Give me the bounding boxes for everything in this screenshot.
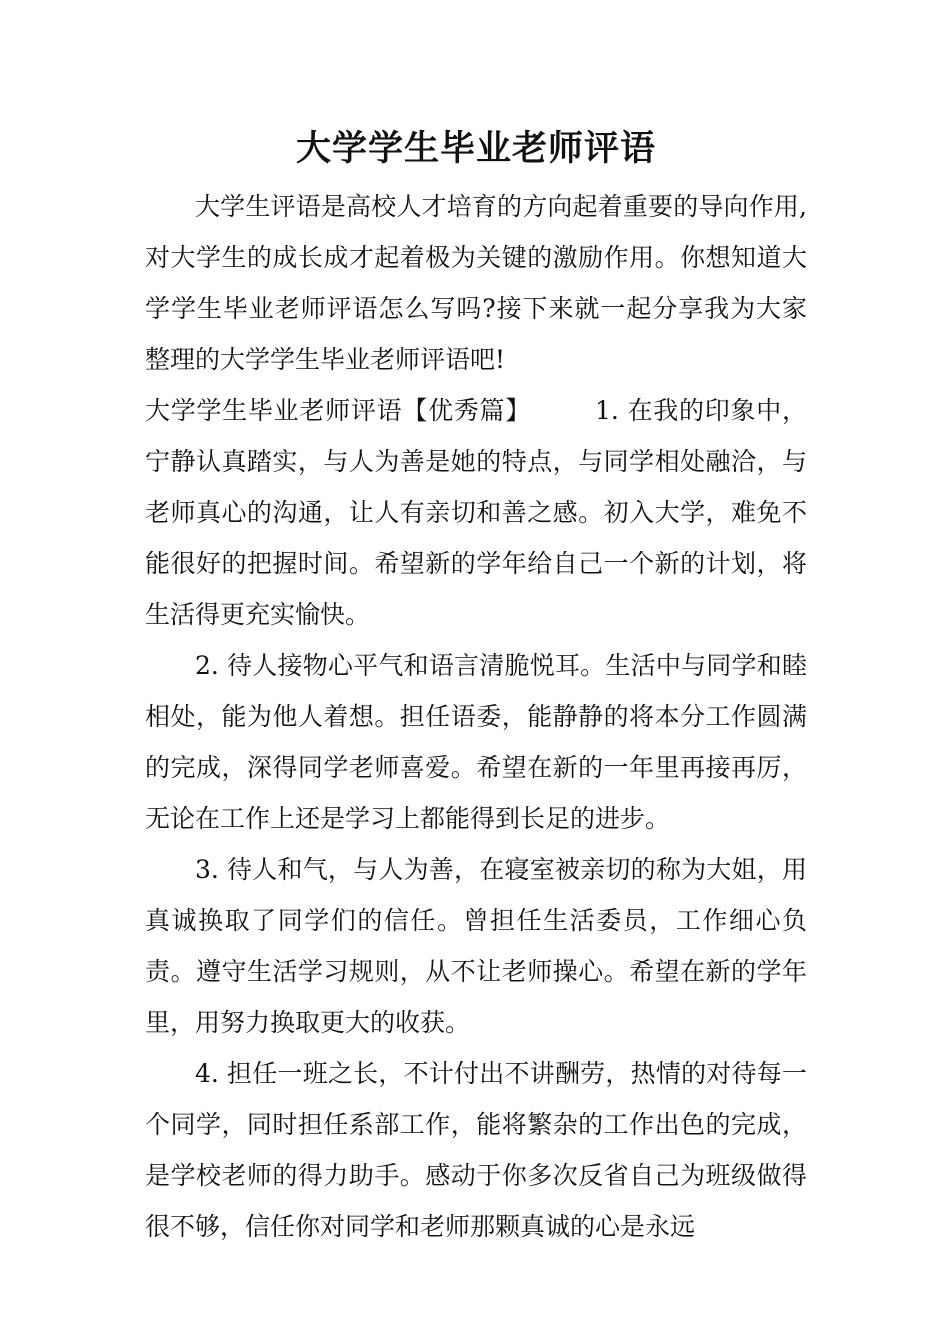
list-item: 1. 在我的印象中，宁静认真踏实，与人为善是她的特点，与同学相处融洽，与老师真心的沟通，让人有亲切和善之感。初入大学，难免不能很好的把握时间。希望新的学年给自己一个新的计划，将生活得更充实愉快。: [145, 396, 807, 629]
document-title: 大学学生毕业老师评语: [295, 129, 656, 169]
intro-paragraph: 大学生评语是高校人才培育的方向起着重要的导向作用,对大学生的成长成才起着极为关键的激励作用。你想知道大学学生毕业老师评语怎么写吗?接下来就一起分享我为大家整理的大学学生毕业老师评语吧!: [145, 192, 807, 374]
section-heading: 大学学生毕业老师评语【优秀篇】: [145, 396, 532, 425]
list-item: 3. 待人和气，与人为善，在寝室被亲切的称为大姐，用真诚换取了同学们的信任。曾担任生活委员，工作细心负责。遵守生活学习规则，从不让老师操心。希望在新的学年里，用努力换取更大的收获。: [145, 855, 807, 1037]
list-item: 4. 担任一班之长，不计付出不讲酬劳，热情的对待每一个同学，同时担任系部工作，能将繁杂的工作出色的完成，是学校老师的得力助手。感动于你多次反省自己为班级做得很不够，信任你对同学和老师那颗真诚的心是永远: [145, 1059, 807, 1241]
document-page: [145, 125, 807, 1252]
first-item-paragraph: [145, 385, 807, 640]
list-item: 2. 待人接物心平气和语言清脆悦耳。生活中与同学和睦相处，能为他人着想。担任语委，能静静的将本分工作圆满的完成，深得同学老师喜爱。希望在新的一年里再接再厉，无论在工作上还是学习上都能得到长足的进步。: [145, 651, 807, 833]
